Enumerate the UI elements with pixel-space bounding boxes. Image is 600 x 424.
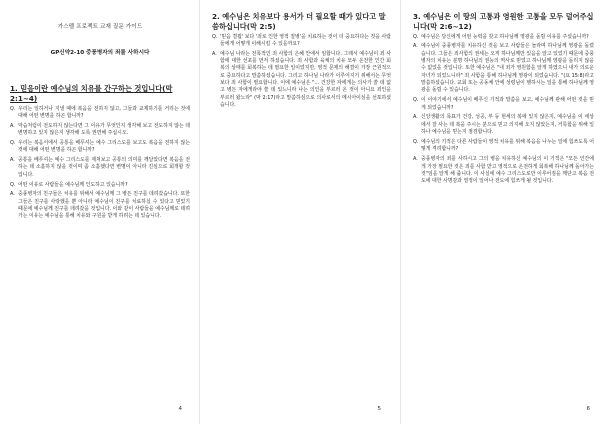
section-title-3: 3. 예수님은 이 땅의 고통과 영원한 고통을 모두 덜어주십니다(막 2:6~12) bbox=[413, 12, 594, 31]
qa-list bbox=[413, 34, 594, 186]
answer-item bbox=[10, 123, 190, 138]
item-text: 중풍병자의 죄를 사하시고 그의 병을 치유하신 예수님의 이 기적은 "모든 인간에게 가장 필요한 것은 죄를 사함 받고 영적으로 온전하게 회복해 하나님께 돌아가는 것"임을 알게 해 줍니다. 이 사실에 예수 그리스도로만 이루어짐을 깨닫고 복음 전도에 대한 사명감과 열정이 일어나 전도에 힘쓰게 될 것입니다. bbox=[421, 156, 595, 185]
item-text: 이 이야기에서 예수님이 베푸신 기적과 말씀을 보고, 예수님께 관해 어떤 것을 믿게 되었습니까? bbox=[421, 97, 594, 111]
item-text: 예수님 나라는 전폭적인 죄 사함의 은혜 안에서 임합니다. 그래서 예수님이 죄 사함에 대한 선포를 먼저 하셨습니다. 죄 사함과 육체의 치유 모두 온전한 인간 회복의 상태를 회복하는 데 필요한 일이었지만, 영적 문제의 해결이 가장 근원적으로 중요하다고 말씀하셨습니다. 그리고 하나님 나라가 이루어지기 위해서는 무엇보다 죄 사함이 필요합니다. 이에 예수님은 "… 건강한 자에게는 의사가 쓸 데 없고 병든 자에게라야 쓸 데 있느니라 나는 의인을 부르러 온 것이 아니요 죄인을 부르러 왔노라" (막 2:17)라고 말씀하심으로 의사로서의 메시아이심을 선포하셨습니다. bbox=[220, 50, 391, 109]
section-title-2: 2. 예수님은 치유보다 용서가 더 필요할 때가 있다고 말씀하십니다(막 2:5) bbox=[212, 12, 386, 31]
question-item bbox=[212, 34, 391, 49]
answer-item bbox=[212, 51, 391, 110]
item-marker: Q. bbox=[10, 105, 16, 112]
guide-header: 가스펠 프로젝트 교재 질문 가이드 bbox=[57, 24, 143, 30]
item-marker: Q. bbox=[10, 139, 16, 146]
item-marker: Q. bbox=[413, 33, 419, 40]
question-item bbox=[413, 34, 594, 41]
item-text: 어떤 이유로 사람들을 예수님께 인도하고 있습니까? bbox=[18, 181, 128, 188]
item-text: 예수님이 중풍병자를 치유하신 것을 보고 사람들은 놀라며 하나님께 영광을 돌렸습니다. 그들은 죄사함의 권세는 오직 하나님께만 있음을 알고 있었기 때문에 중풍병자의 치유는 분명 하나님의 권능의 역사로 믿었고 하나님께 영광을 돌리지 않을 수 없었을 것입니다. 또한 예수님은 "내 죄가 영원함을 알게 하였으니 내가 의로운 자녀가 되었느니라" 죄 사함을 통해 하나님께 영광이 되었습니다. "(요 15:8)라고 말씀하셨습니다. 교회 또는 공동체 안에 성령님이 행하시는 일을 통해 하나님께 영광을 돌릴 수 있습니다. bbox=[421, 43, 595, 94]
page-number: 4 bbox=[178, 406, 182, 412]
item-marker: Q. bbox=[212, 33, 218, 40]
question-item bbox=[413, 139, 594, 154]
item-text: 공통을 베푸셔는 예수 그리스도를 제쳐보고 공통의 의미를 깨달았다면 복음을 전하는 데 소홀하지 않을 것이며 좀 소홀했다면 변명이 아니라 진심으로 회개할 것입니다. bbox=[18, 157, 190, 178]
item-marker: A. bbox=[413, 43, 418, 50]
item-marker: A. bbox=[10, 191, 15, 198]
item-marker: A. bbox=[10, 157, 15, 164]
page-number: 6 bbox=[586, 406, 590, 412]
answer-item bbox=[413, 114, 594, 136]
item-text: 예수님의 기적은 다른 사람들이 영적 치유를 위해 복음을 나누는 일에 힘쓰도록 어떻게 격려합니까? bbox=[421, 138, 595, 153]
item-text: 악습처럼이 전도하지 않는다면 그 이유가 무엇인지 생각해 보고 전도하지 않는 데 변명하고 있지 않은지 생각해 도록 권면해 주십시오. bbox=[18, 122, 190, 137]
item-text: 신앙생활의 목표가 건강, 성공, 부 등 현세의 복에 있지 않은지, 예수님을 이 세상에서 잘 사는 데 복을 주시는 분으로 믿고 의지해 오지 않았는지, 거룩함을 위해 일하나 예수님을 믿는지 점검합니다. bbox=[421, 114, 594, 136]
item-text: 예수님은 당신에게 어떤 능력을 갖고 하나님께 영광을 돌릴 이유를 주셨습니까? bbox=[421, 33, 589, 40]
item-marker: A. bbox=[413, 114, 418, 121]
item-marker: A. bbox=[212, 50, 217, 57]
item-text: 중풍병자의 친구들은 치유를 위해서 예수님께 그 병든 친구를 데려갔습니다. 또한 그들은 친구를 사랑했을 뿐 아니라 예수님이 친구를 치료하실 수 있다고 믿었기 때문에 예수님께 친구를 데려갔을 것입니다. 이와 같이 사람들을 예수님께로 데려가는 이유는 예수님을 통해 치유와 구원을 받게 하려는 데 있습니다. bbox=[18, 191, 190, 220]
answer-item bbox=[413, 156, 594, 185]
item-marker: Q. bbox=[413, 138, 419, 145]
item-marker: A. bbox=[10, 122, 15, 129]
qa-list bbox=[212, 34, 391, 110]
item-text: 우리는 일하거나 지낼 때에 복음을 전하지 않고, 그들과 교제하기를 거리는 것에 대해 어떤 변명을 하곤 합니까? bbox=[18, 105, 190, 119]
page-5 bbox=[199, 0, 399, 424]
section-title-1: 1. 믿음이란 예수님의 치유를 간구하는 것입니다(막 2:1~4) bbox=[10, 84, 173, 103]
item-marker: Q. bbox=[10, 181, 16, 188]
item-marker: Q. bbox=[413, 97, 419, 104]
answer-item bbox=[10, 191, 190, 220]
qa-list bbox=[10, 106, 190, 221]
page-6 bbox=[400, 0, 600, 424]
item-marker: A. bbox=[413, 156, 418, 163]
item-text: 우리는 복음서에서 공통을 베푸셔는 예수 그리스도를 보고도 복음을 전하지 않는 것에 대해 어떤 변명을 하곤 합니까? bbox=[18, 139, 190, 154]
page-number: 5 bbox=[377, 406, 381, 412]
question-item bbox=[10, 106, 190, 121]
question-item bbox=[10, 182, 190, 189]
item-text: '믿음 결핍' 보다 '죄로 인한 영적 질병'을 치료하는 것이 더 중요하다는 것을 사람들에게 어떻게 이해시킬 수 있을까요? bbox=[220, 33, 391, 47]
answer-item bbox=[10, 157, 190, 179]
page-4 bbox=[0, 0, 198, 424]
question-item bbox=[413, 97, 594, 112]
lesson-title: GP신약2-10 중풍병자의 죄를 사하시다 bbox=[50, 50, 150, 56]
question-item bbox=[10, 140, 190, 155]
answer-item bbox=[413, 43, 594, 94]
